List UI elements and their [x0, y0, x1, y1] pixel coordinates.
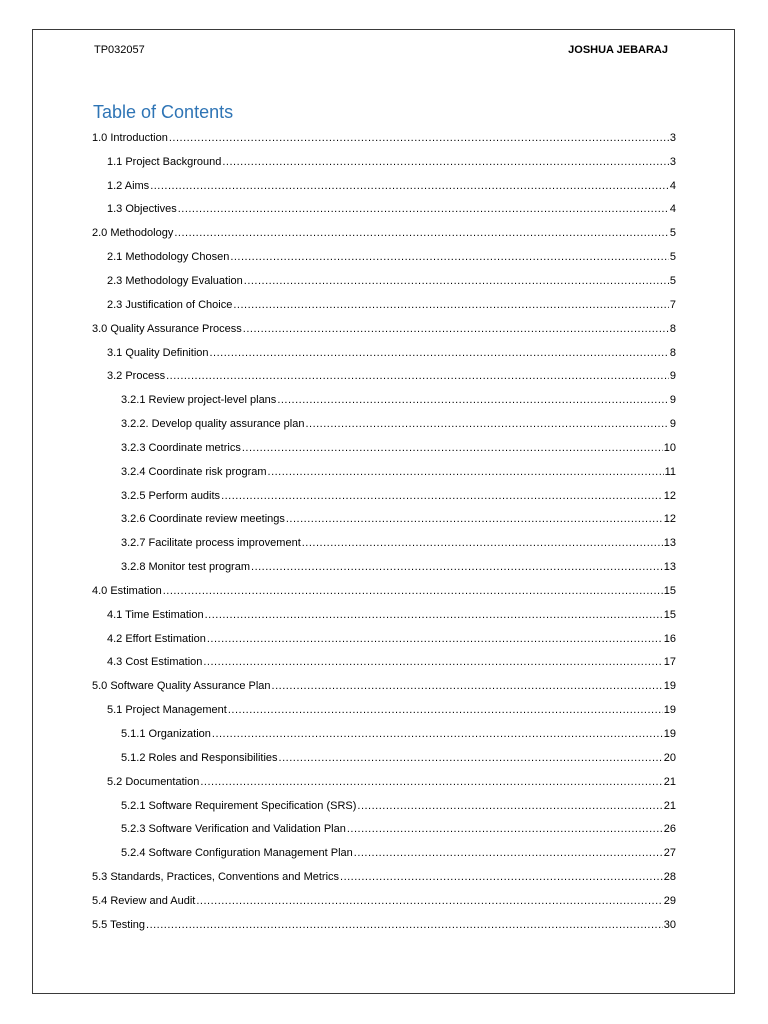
toc-entry-label: 4.2 Effort Estimation: [107, 632, 206, 645]
toc-entry-page-number: 15: [663, 584, 676, 597]
toc-entry-page-number: 27: [663, 847, 676, 860]
toc-entry[interactable]: [92, 293, 676, 317]
toc-entry-label: 2.3 Methodology Evaluation: [107, 274, 243, 287]
toc-entry[interactable]: [92, 746, 676, 770]
toc-entry-page-number: 4: [669, 179, 676, 192]
toc-dot-leader: [340, 871, 663, 883]
toc-entry-page-number: 20: [663, 751, 676, 764]
toc-entry-label: 4.0 Estimation: [92, 584, 162, 597]
toc-entry[interactable]: [92, 412, 676, 436]
toc-entry-page-number: 9: [669, 418, 676, 431]
toc-entry-page-number: 26: [663, 823, 676, 836]
toc-dot-leader: [222, 156, 669, 168]
toc-entry-page-number: 13: [663, 537, 676, 550]
toc-entry-page-number: 5: [669, 274, 676, 287]
toc-entry[interactable]: [92, 794, 676, 818]
toc-entry[interactable]: [92, 817, 676, 841]
toc-dot-leader: [272, 680, 663, 692]
toc-entry-label: 2.3 Justification of Choice: [107, 298, 233, 311]
toc-entry[interactable]: [92, 174, 676, 198]
toc-dot-leader: [203, 656, 662, 668]
toc-entry-label: 5.5 Testing: [92, 918, 146, 931]
toc-entry-label: 3.2 Process: [107, 370, 166, 383]
header-student-id: TP032057: [94, 44, 145, 56]
toc-entry[interactable]: [92, 627, 676, 651]
toc-dot-leader: [200, 776, 662, 788]
toc-dot-leader: [207, 633, 663, 645]
toc-entry-page-number: 7: [669, 298, 676, 311]
toc-entry[interactable]: [92, 722, 676, 746]
toc-entry-label: 5.2.4 Software Configuration Management Plan: [121, 847, 353, 860]
toc-entry[interactable]: [92, 436, 676, 460]
toc-entry[interactable]: [92, 269, 676, 293]
toc-dot-leader: [221, 490, 663, 502]
toc-entry-page-number: 13: [663, 561, 676, 574]
toc-entry-page-number: 8: [669, 346, 676, 359]
toc-dot-leader: [279, 752, 663, 764]
toc-entry-label: 4.1 Time Estimation: [107, 608, 204, 621]
toc-dot-leader: [347, 823, 663, 835]
toc-entry[interactable]: [92, 198, 676, 222]
toc-dot-leader: [233, 299, 669, 311]
toc-entry-page-number: 29: [663, 894, 676, 907]
toc-entry[interactable]: [92, 126, 676, 150]
toc-entry[interactable]: [92, 674, 676, 698]
toc-dot-leader: [174, 227, 669, 239]
toc-entry-label: 5.1.2 Roles and Responsibilities: [121, 751, 278, 764]
toc-entry-label: 1.2 Aims: [107, 179, 150, 192]
toc-entry-page-number: 21: [663, 799, 676, 812]
toc-entry[interactable]: [92, 913, 676, 937]
toc-dot-leader: [178, 203, 669, 215]
document-page: [32, 29, 735, 994]
toc-entry-label: 5.1 Project Management: [107, 704, 227, 717]
toc-entry[interactable]: [92, 651, 676, 675]
toc-entry-label: 1.1 Project Background: [107, 155, 222, 168]
toc-entry[interactable]: [92, 603, 676, 627]
toc-dot-leader: [357, 800, 662, 812]
toc-entry-label: 3.2.1 Review project-level plans: [121, 394, 277, 407]
toc-entry-label: 3.2.5 Perform audits: [121, 489, 221, 502]
page-header: [94, 44, 668, 60]
toc-entry[interactable]: [92, 341, 676, 365]
toc-dot-leader: [302, 537, 663, 549]
toc-dot-leader: [196, 895, 662, 907]
toc-entry-label: 3.2.3 Coordinate metrics: [121, 441, 241, 454]
toc-entry-label: 3.2.2. Develop quality assurance plan: [121, 418, 305, 431]
toc-entry-page-number: 4: [669, 203, 676, 216]
toc-entry-page-number: 19: [663, 680, 676, 693]
toc-dot-leader: [243, 323, 669, 335]
toc-entry[interactable]: [92, 698, 676, 722]
toc-entry-label: 3.2.4 Coordinate risk program: [121, 465, 267, 478]
toc-entry-page-number: 9: [669, 370, 676, 383]
toc-entry-label: 5.1.1 Organization: [121, 728, 211, 741]
toc-entry[interactable]: [92, 460, 676, 484]
toc-entry-label: 5.2 Documentation: [107, 775, 200, 788]
toc-entry-page-number: 30: [663, 918, 676, 931]
toc-entry-label: 3.2.7 Facilitate process improvement: [121, 537, 301, 550]
toc-entry-label: 5.3 Standards, Practices, Conventions and Metrics: [92, 871, 340, 884]
toc-entry[interactable]: [92, 508, 676, 532]
toc-dot-leader: [244, 275, 669, 287]
toc-entry-page-number: 5: [669, 251, 676, 264]
toc-entry-page-number: 19: [663, 728, 676, 741]
toc-dot-leader: [166, 370, 669, 382]
toc-dot-leader: [268, 466, 664, 478]
toc-entry[interactable]: [92, 245, 676, 269]
toc-entry[interactable]: [92, 865, 676, 889]
toc-entry[interactable]: [92, 221, 676, 245]
toc-entry[interactable]: [92, 579, 676, 603]
toc-dot-leader: [163, 585, 663, 597]
toc-entry-page-number: 10: [663, 441, 676, 454]
toc-entry-label: 3.2.6 Coordinate review meetings: [121, 513, 285, 526]
header-author-name: JOSHUA JEBARAJ: [568, 44, 668, 56]
toc-entry-page-number: 21: [663, 775, 676, 788]
toc-entry[interactable]: [92, 150, 676, 174]
toc-entry-label: 5.2.3 Software Verification and Validation Plan: [121, 823, 346, 836]
toc-entry-label: 5.2.1 Software Requirement Specification (SRS): [121, 799, 357, 812]
toc-entry-label: 4.3 Cost Estimation: [107, 656, 203, 669]
toc-entry[interactable]: [92, 841, 676, 865]
toc-entry-page-number: 5: [669, 227, 676, 240]
toc-entry-page-number: 19: [663, 704, 676, 717]
toc-entry-label: 2.0 Methodology: [92, 227, 174, 240]
toc-entry-page-number: 16: [663, 632, 676, 645]
toc-dot-leader: [210, 347, 669, 359]
toc-dot-leader: [277, 394, 669, 406]
toc-entry-label: 3.2.8 Monitor test program: [121, 561, 251, 574]
toc-entry[interactable]: [92, 388, 676, 412]
toc-dot-leader: [354, 847, 663, 859]
toc-entry-page-number: 17: [663, 656, 676, 669]
toc-dot-leader: [212, 728, 663, 740]
toc-entry[interactable]: [92, 531, 676, 555]
toc-entry-label: 3.1 Quality Definition: [107, 346, 209, 359]
toc-entry-label: 5.4 Review and Audit: [92, 894, 196, 907]
toc-entry-label: 3.0 Quality Assurance Process: [92, 322, 242, 335]
toc-entry-page-number: 9: [669, 394, 676, 407]
toc-entry[interactable]: [92, 317, 676, 341]
toc-entry-page-number: 12: [663, 513, 676, 526]
toc-entry-label: 2.1 Methodology Chosen: [107, 251, 230, 264]
toc-dot-leader: [251, 561, 663, 573]
toc-entry[interactable]: [92, 484, 676, 508]
toc-entry-page-number: 3: [669, 155, 676, 168]
toc-entry-page-number: 15: [663, 608, 676, 621]
toc-entry[interactable]: [92, 364, 676, 388]
toc-entry[interactable]: [92, 889, 676, 913]
toc-entry[interactable]: [92, 770, 676, 794]
toc-dot-leader: [205, 609, 663, 621]
toc-entry-label: 1.0 Introduction: [92, 131, 168, 144]
toc-entry-page-number: 28: [663, 871, 676, 884]
toc-entry-label: 5.0 Software Quality Assurance Plan: [92, 680, 271, 693]
toc-dot-leader: [305, 418, 668, 430]
toc-dot-leader: [169, 132, 669, 144]
toc-entry-page-number: 12: [663, 489, 676, 502]
toc-title: Table of Contents: [93, 102, 234, 122]
toc-entry-label: 1.3 Objectives: [107, 203, 177, 216]
toc-entry-page-number: 8: [669, 322, 676, 335]
toc-entry[interactable]: [92, 555, 676, 579]
toc-dot-leader: [150, 180, 669, 192]
toc-entry-page-number: 11: [664, 465, 676, 478]
toc-dot-leader: [286, 513, 663, 525]
toc-dot-leader: [228, 704, 663, 716]
toc-entry-page-number: 3: [669, 131, 676, 144]
table-of-contents: [92, 126, 676, 937]
toc-dot-leader: [242, 442, 663, 454]
toc-dot-leader: [230, 251, 669, 263]
toc-dot-leader: [146, 919, 663, 931]
